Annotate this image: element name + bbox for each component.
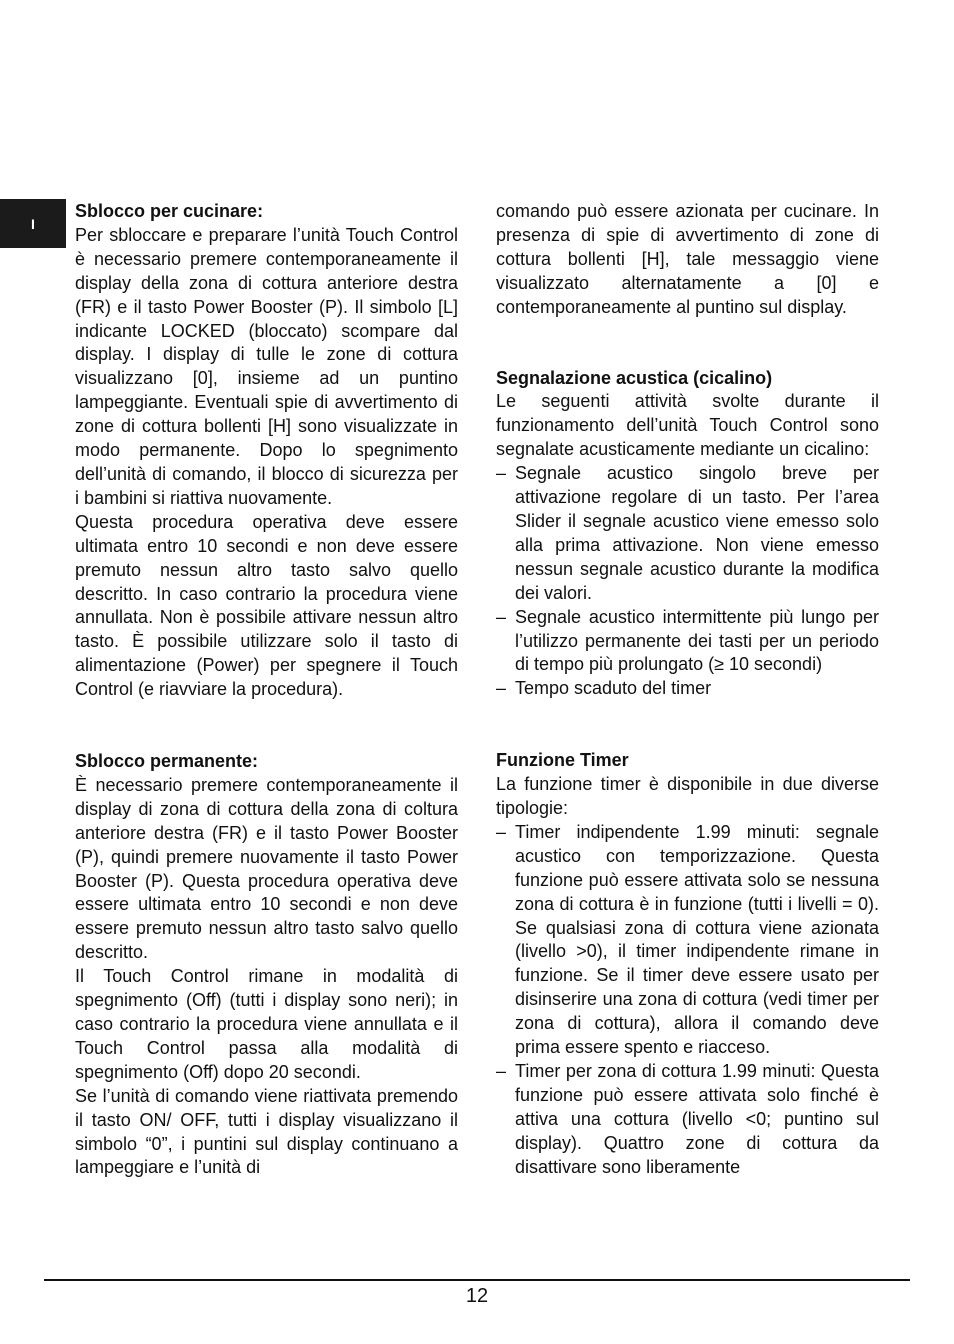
section-sblocco-cucinare xyxy=(75,200,458,702)
heading-funzione-timer: Funzione Timer xyxy=(496,750,629,771)
list-item: – Tempo scaduto del timer xyxy=(496,677,879,701)
list-item: – Segnale acustico intermittente più lungo per l’utilizzo permanente dei tasti per un periodo di tempo più prolungato (≥ 10 secondi) xyxy=(496,606,879,678)
bullet-list xyxy=(496,462,879,701)
paragraph: La funzione timer è disponibile in due diverse tipologie: xyxy=(496,774,879,819)
heading-sblocco-cucinare: Sblocco per cucinare: xyxy=(75,201,264,221)
section-sblocco-permanente xyxy=(75,750,458,1180)
paragraph: È necessario premere contemporaneamente il display di zona di cottura della zona di coltura anteriore destra (FR) e il tasto Power Booster (P), quindi premere nuovamente il tasto Power Booster (P). Questa procedura operativa deve essere ultimata entro 10 secondi e non deve essere premuto nessun altro tasto salvo quello descritto. xyxy=(75,774,458,963)
page-number: 12 xyxy=(465,1285,489,1307)
heading-sblocco-permanente: Sblocco permanente: xyxy=(75,751,259,772)
section-segnalazione-acustica xyxy=(496,367,879,702)
list-item: – Timer indipendente 1.99 minuti: segnale acustico con temporizzazione. Questa funzione può essere attivata solo se nessuna zona di cottura è in funzione (tutti i livelli = 0). Se qualsiasi zona di cottura viene azionata (livello >0), il timer indipendente rimane in funzione. Se il timer deve essere usato per disinserire una zona di cottura (vedi timer per zona di cottura), allora il comando deve prima essere spento e riacceso. xyxy=(496,821,879,1060)
footer-rule xyxy=(44,1279,910,1281)
right-column xyxy=(496,200,879,1180)
heading-segnalazione-acustica: Segnalazione acustica (cicalino) xyxy=(496,367,773,388)
continuation-paragraph: comando può essere azionata per cucinare. In presenza di spie di avvertimento di zone di cottura bollenti [H], tale messaggio viene visualizzato alternatamente a [0] e contemporaneamente al puntino sul display. xyxy=(496,201,879,317)
bullet-list xyxy=(496,821,879,1180)
language-tab: I xyxy=(0,199,66,248)
list-item: – Segnale acustico singolo breve per attivazione regolare di un tasto. Per l’area Slider il segnale acustico viene emesso solo alla prima attivazione. Non viene emesso nessun segnale acustico durante la modifica dei valori. xyxy=(496,462,879,605)
left-column xyxy=(75,200,458,1180)
paragraph: Il Touch Control rimane in modalità di spegnimento (Off) (tutti i display sono neri); in caso contrario la procedura viene annullata e il Touch Control passa alla modalità di spegnimento (Off) dopo 20 secondi. xyxy=(75,966,458,1082)
list-item: – Timer per zona di cottura 1.99 minuti: Questa funzione può essere attivata solo finché è attiva una cottura (livello <0; puntino sul display). Quattro zone di cottura da disattivare sono liberamente xyxy=(496,1060,879,1180)
paragraph: Per sbloccare e preparare l’unità Touch Control è necessario premere contemporaneamente il display della zona di cottura anteriore destra (FR) e il tasto Power Booster (P). Il simbolo [L] indicante LOCKED (bloccato) scompare dal display. I display di tulle le zone di cottura visualizzano [0], insieme ad un puntino lampeggiante. Eventuali spie di avvertimento di zone di cottura bollenti [H] sono visualizzate in modo permanente. Dopo lo spegnimento dell’unità di comando, il blocco di sicurezza per i bambini si riattiva nuovamente. xyxy=(75,224,458,508)
paragraph: Se l’unità di comando viene riattivata premendo il tasto ON/ OFF, tutti i display visualizzano il simbolo “0”, i puntini sul display continuano a lampeggiare e l’unità di xyxy=(75,1085,458,1178)
paragraph: Le seguenti attività svolte durante il funzionamento dell’unità Touch Control sono segnalate acusticamente mediante un cicalino: xyxy=(496,391,879,460)
paragraph: Questa procedura operativa deve essere ultimata entro 10 secondi e non deve essere premuto nessun altro tasto salvo quello descritto. In caso contrario la procedura viene annullata. Non è possibile attivare nessun altro tasto. È possibile utilizzare solo il tasto di alimentazione (Power) per spegnere il Touch Control (e riavviare la procedura). xyxy=(75,511,458,700)
section-funzione-timer xyxy=(496,749,879,1179)
